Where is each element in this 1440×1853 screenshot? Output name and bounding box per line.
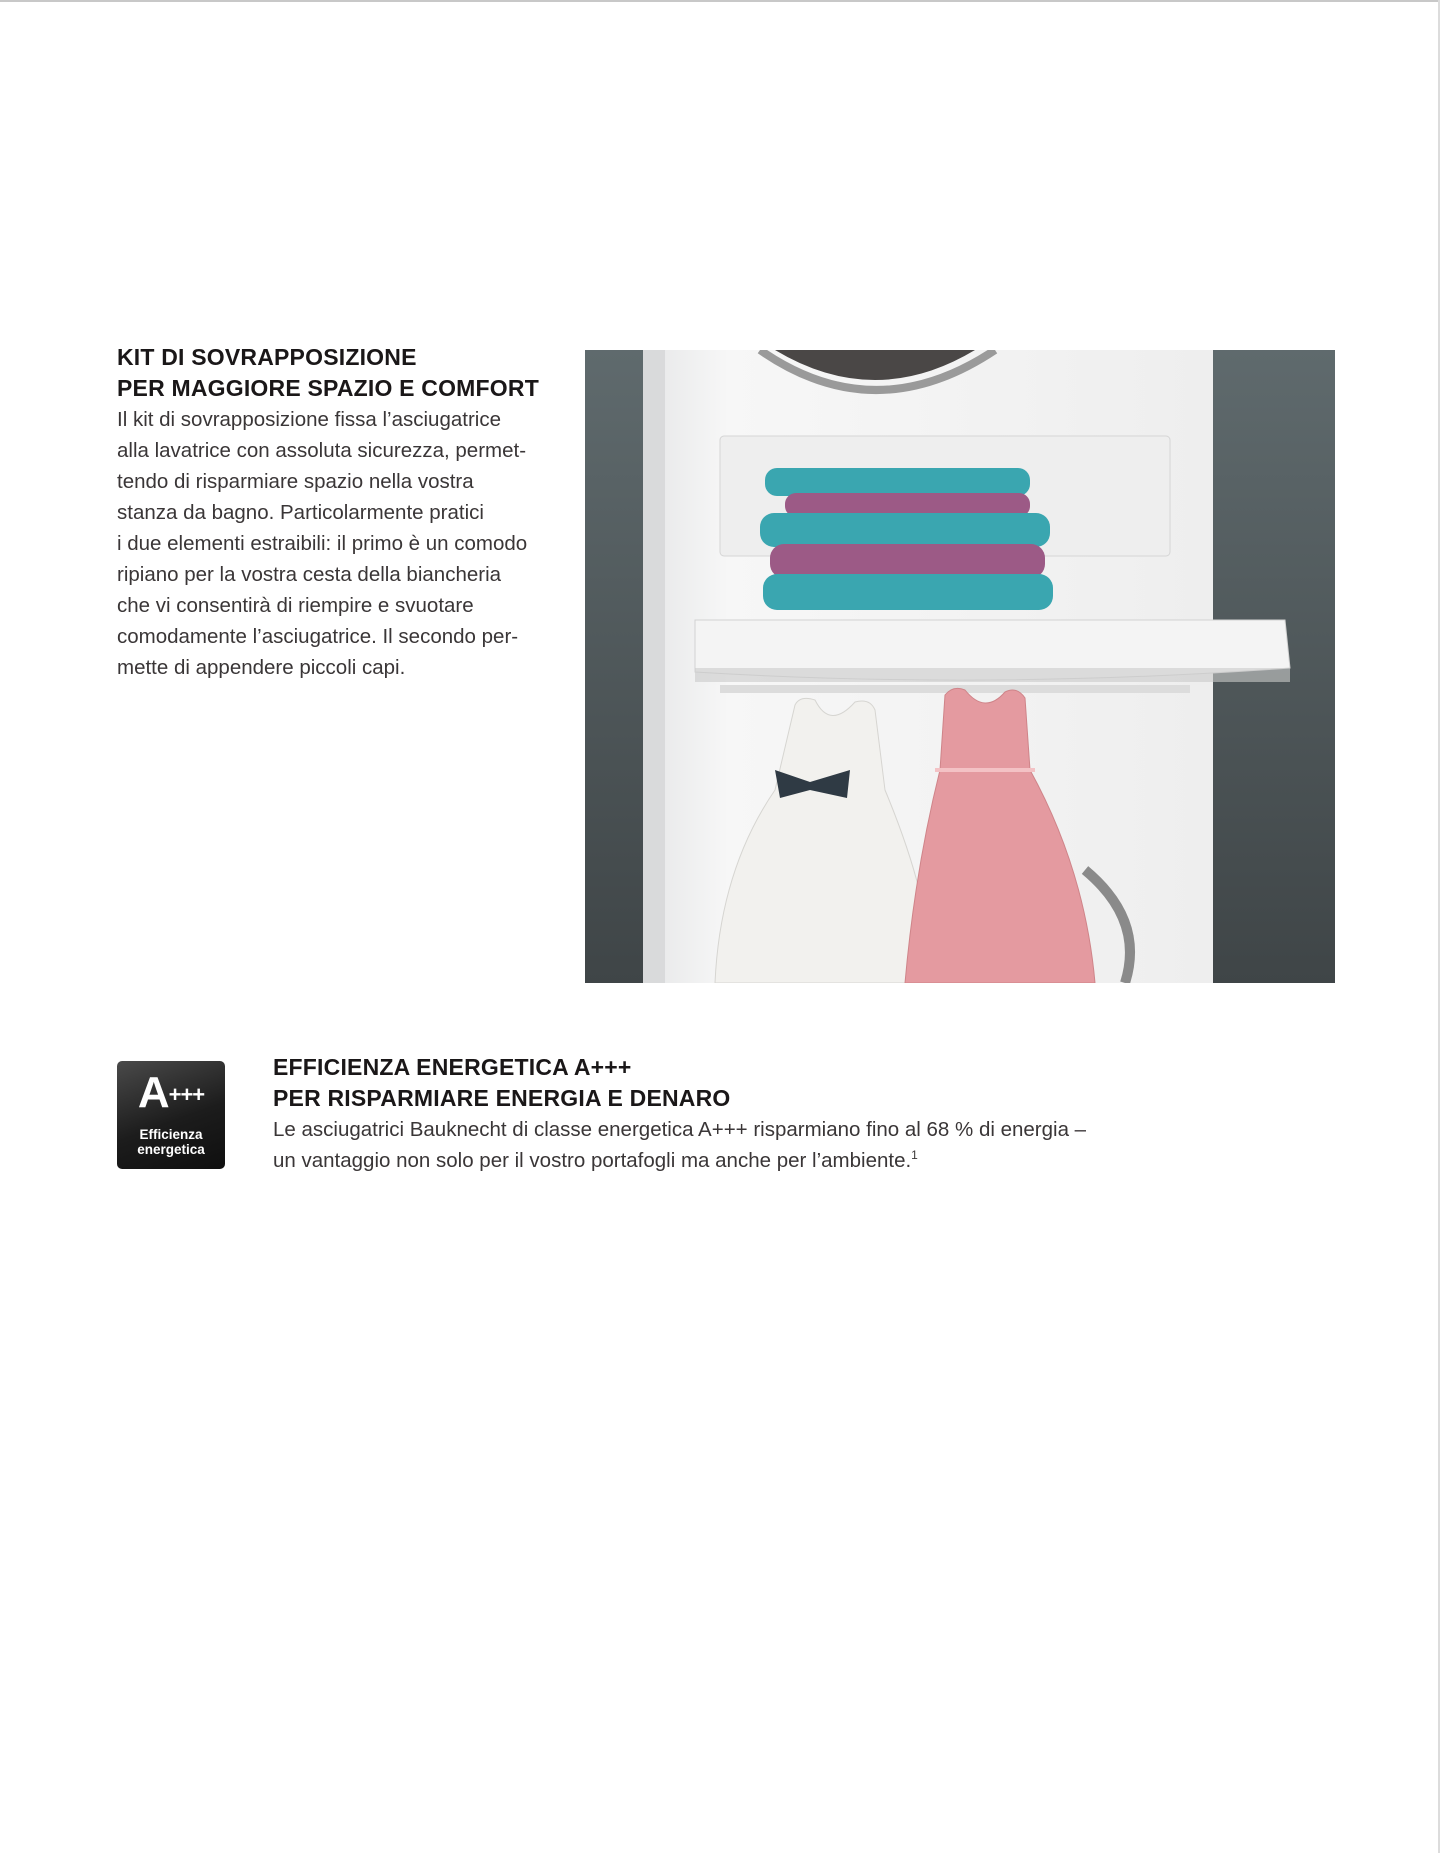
laundry-illustration bbox=[585, 350, 1335, 983]
badge-label-line: Efficienza bbox=[139, 1127, 203, 1142]
machine-side bbox=[643, 350, 665, 983]
stacking-kit-section bbox=[117, 342, 567, 683]
footnote-marker: 1 bbox=[911, 1148, 918, 1163]
body-line: Il kit di sovrapposizione fissa l’asciugatrice bbox=[117, 408, 501, 431]
heading-line: PER RISPARMIARE ENERGIA E DENARO bbox=[273, 1085, 731, 1111]
energy-section bbox=[273, 1052, 1273, 1176]
body-line: mette di appendere piccoli capi. bbox=[117, 656, 406, 679]
body-line: Le asciugatrici Bauknecht di classe energetica A+++ risparmiano fino al 68 % di energia – bbox=[273, 1118, 1087, 1141]
stacking-kit-heading bbox=[117, 342, 567, 404]
towel bbox=[770, 544, 1045, 578]
energy-class-badge bbox=[117, 1061, 225, 1169]
stacking-kit-body bbox=[117, 404, 567, 683]
heading-line: PER MAGGIORE SPAZIO E COMFORT bbox=[117, 375, 539, 401]
energy-heading bbox=[273, 1052, 1273, 1114]
body-line: che vi consentirà di riempire e svuotare bbox=[117, 594, 474, 617]
body-line-text: un vantaggio non solo per il vostro portafogli ma anche per l’ambiente. bbox=[273, 1149, 912, 1172]
heading-line: KIT DI SOVRAPPOSIZIONE bbox=[117, 344, 417, 370]
body-line: comodamente l’asciugatrice. Il secondo per- bbox=[117, 625, 519, 648]
heading-line: EFFICIENZA ENERGETICA A+++ bbox=[273, 1054, 632, 1080]
stacking-kit-photo bbox=[585, 350, 1335, 983]
body-line: tendo di risparmiare spazio nella vostra bbox=[117, 470, 474, 493]
energy-class-letter: A bbox=[137, 1068, 169, 1117]
energy-body bbox=[273, 1114, 1273, 1176]
energy-class-label bbox=[117, 1127, 225, 1157]
body-line: ripiano per la vostra cesta della biancheria bbox=[117, 563, 502, 586]
towel bbox=[765, 468, 1030, 496]
body-line bbox=[273, 1145, 1273, 1176]
badge-label-line: energetica bbox=[137, 1142, 205, 1157]
body-line: alla lavatrice con assoluta sicurezza, permet- bbox=[117, 439, 527, 462]
towel bbox=[763, 574, 1053, 610]
body-line: i due elementi estraibili: il primo è un comodo bbox=[117, 532, 528, 555]
body-line: stanza da bagno. Particolarmente pratici bbox=[117, 501, 484, 524]
shelf-shadow bbox=[695, 668, 1290, 682]
top-border bbox=[0, 0, 1440, 2]
energy-class-value bbox=[117, 1068, 225, 1117]
towel bbox=[760, 513, 1050, 547]
energy-class-plus: +++ bbox=[168, 1082, 205, 1107]
towel-stack bbox=[760, 468, 1053, 610]
